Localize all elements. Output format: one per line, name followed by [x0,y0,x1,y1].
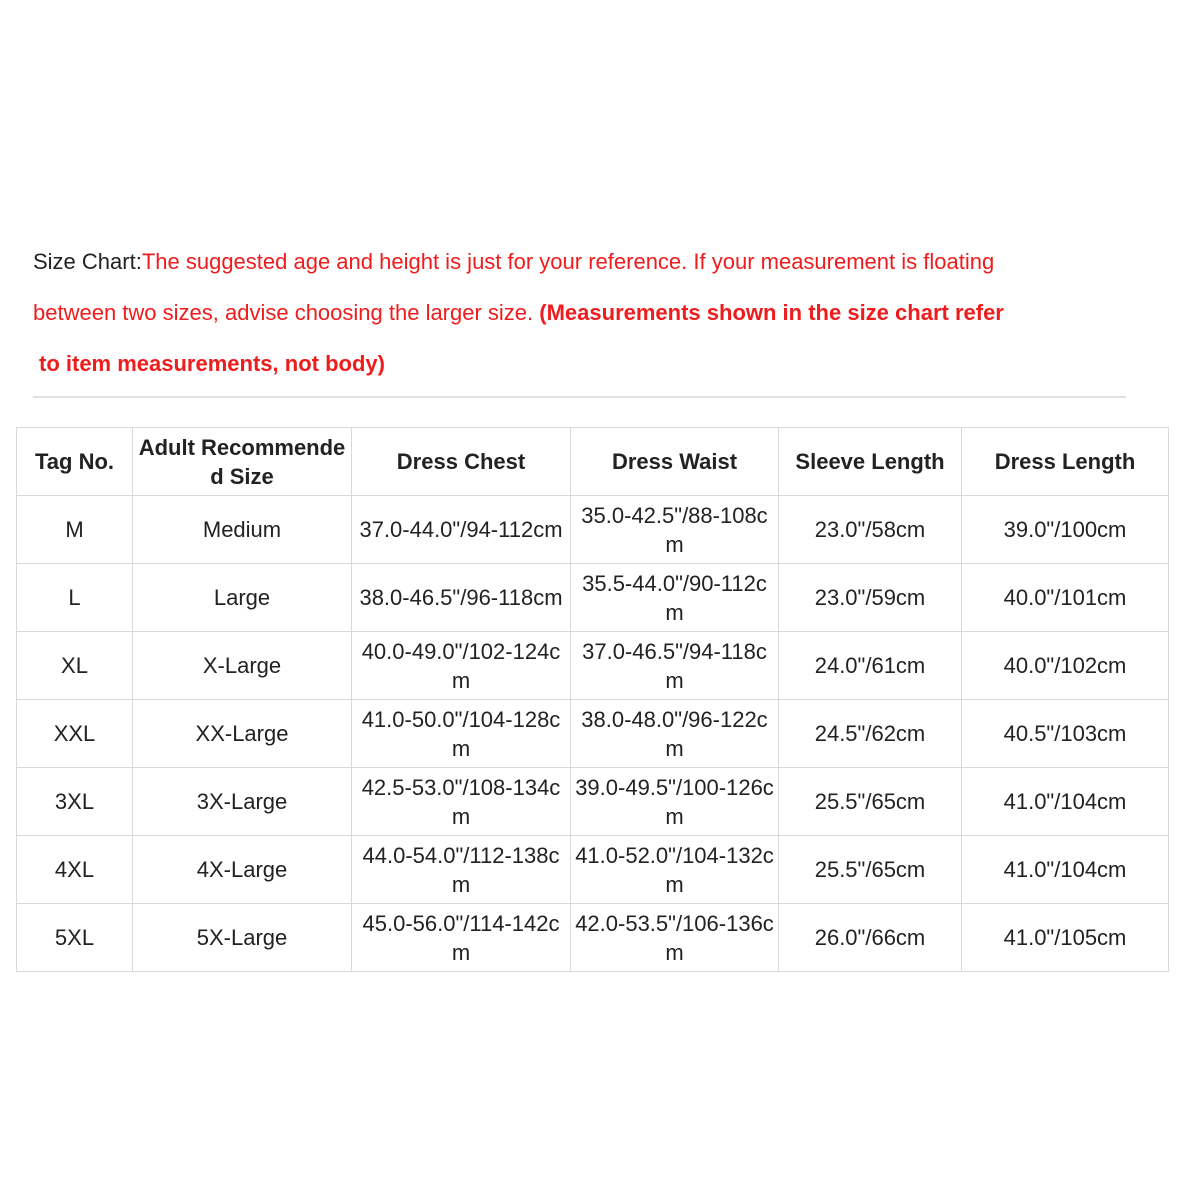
table-row [17,564,1169,632]
cell-waist: 35.5-44.0"/90-112cm [571,564,779,632]
cell-waist: 37.0-46.5"/94-118cm [571,632,779,700]
table-row [17,768,1169,836]
cell-sleeve: 25.5"/65cm [779,768,962,836]
measurement-disclaimer-part-1: (Measurements shown in the size chart refer [539,300,1004,325]
cell-length: 40.5"/103cm [962,700,1169,768]
intro-line-2 [33,287,1153,338]
cell-adult-size: Large [133,564,352,632]
cell-waist: 38.0-48.0"/96-122cm [571,700,779,768]
cell-sleeve: 25.5"/65cm [779,836,962,904]
table-row [17,836,1169,904]
cell-chest: 37.0-44.0"/94-112cm [352,496,571,564]
cell-adult-size: 3X-Large [133,768,352,836]
cell-chest: 42.5-53.0"/108-134cm [352,768,571,836]
cell-adult-size: Medium [133,496,352,564]
larger-size-advice: between two sizes, advise choosing the larger size. [33,300,540,325]
cell-length: 41.0"/105cm [962,904,1169,972]
header-dress-length: Dress Length [962,428,1169,496]
cell-chest: 45.0-56.0"/114-142cm [352,904,571,972]
table-row [17,904,1169,972]
cell-tag: L [17,564,133,632]
cell-waist: 39.0-49.5"/100-126cm [571,768,779,836]
measurement-disclaimer-part-2: to item measurements, not body) [39,351,385,376]
section-divider [33,396,1126,398]
cell-waist: 42.0-53.5"/106-136cm [571,904,779,972]
cell-waist: 41.0-52.0"/104-132cm [571,836,779,904]
header-dress-chest: Dress Chest [352,428,571,496]
intro-line-1 [33,236,1153,287]
cell-adult-size: XX-Large [133,700,352,768]
cell-chest: 44.0-54.0"/112-138cm [352,836,571,904]
cell-sleeve: 23.0"/58cm [779,496,962,564]
cell-length: 40.0"/102cm [962,632,1169,700]
size-table [16,427,1169,972]
cell-length: 40.0"/101cm [962,564,1169,632]
cell-sleeve: 26.0"/66cm [779,904,962,972]
header-adult-recommended-size: Adult Recommended Size [133,428,352,496]
table-header-row [17,428,1169,496]
cell-length: 39.0"/100cm [962,496,1169,564]
cell-sleeve: 24.0"/61cm [779,632,962,700]
cell-tag: XXL [17,700,133,768]
intro-line-3 [33,338,1153,389]
reference-note: The suggested age and height is just for your reference. If your measurement is floating [141,249,995,274]
header-sleeve-length: Sleeve Length [779,428,962,496]
cell-sleeve: 24.5"/62cm [779,700,962,768]
cell-tag: 4XL [17,836,133,904]
cell-tag: 3XL [17,768,133,836]
cell-tag: XL [17,632,133,700]
cell-tag: 5XL [17,904,133,972]
header-dress-waist: Dress Waist [571,428,779,496]
cell-sleeve: 23.0"/59cm [779,564,962,632]
table-row [17,632,1169,700]
cell-length: 41.0"/104cm [962,836,1169,904]
cell-chest: 38.0-46.5"/96-118cm [352,564,571,632]
header-tag-no: Tag No. [17,428,133,496]
cell-tag: M [17,496,133,564]
size-chart-label: Size Chart: [33,249,142,274]
cell-adult-size: 4X-Large [133,836,352,904]
cell-chest: 40.0-49.0"/102-124cm [352,632,571,700]
cell-chest: 41.0-50.0"/104-128cm [352,700,571,768]
cell-length: 41.0"/104cm [962,768,1169,836]
table-row [17,700,1169,768]
cell-adult-size: X-Large [133,632,352,700]
cell-adult-size: 5X-Large [133,904,352,972]
table-row [17,496,1169,564]
size-chart-intro [33,236,1153,389]
cell-waist: 35.0-42.5"/88-108cm [571,496,779,564]
